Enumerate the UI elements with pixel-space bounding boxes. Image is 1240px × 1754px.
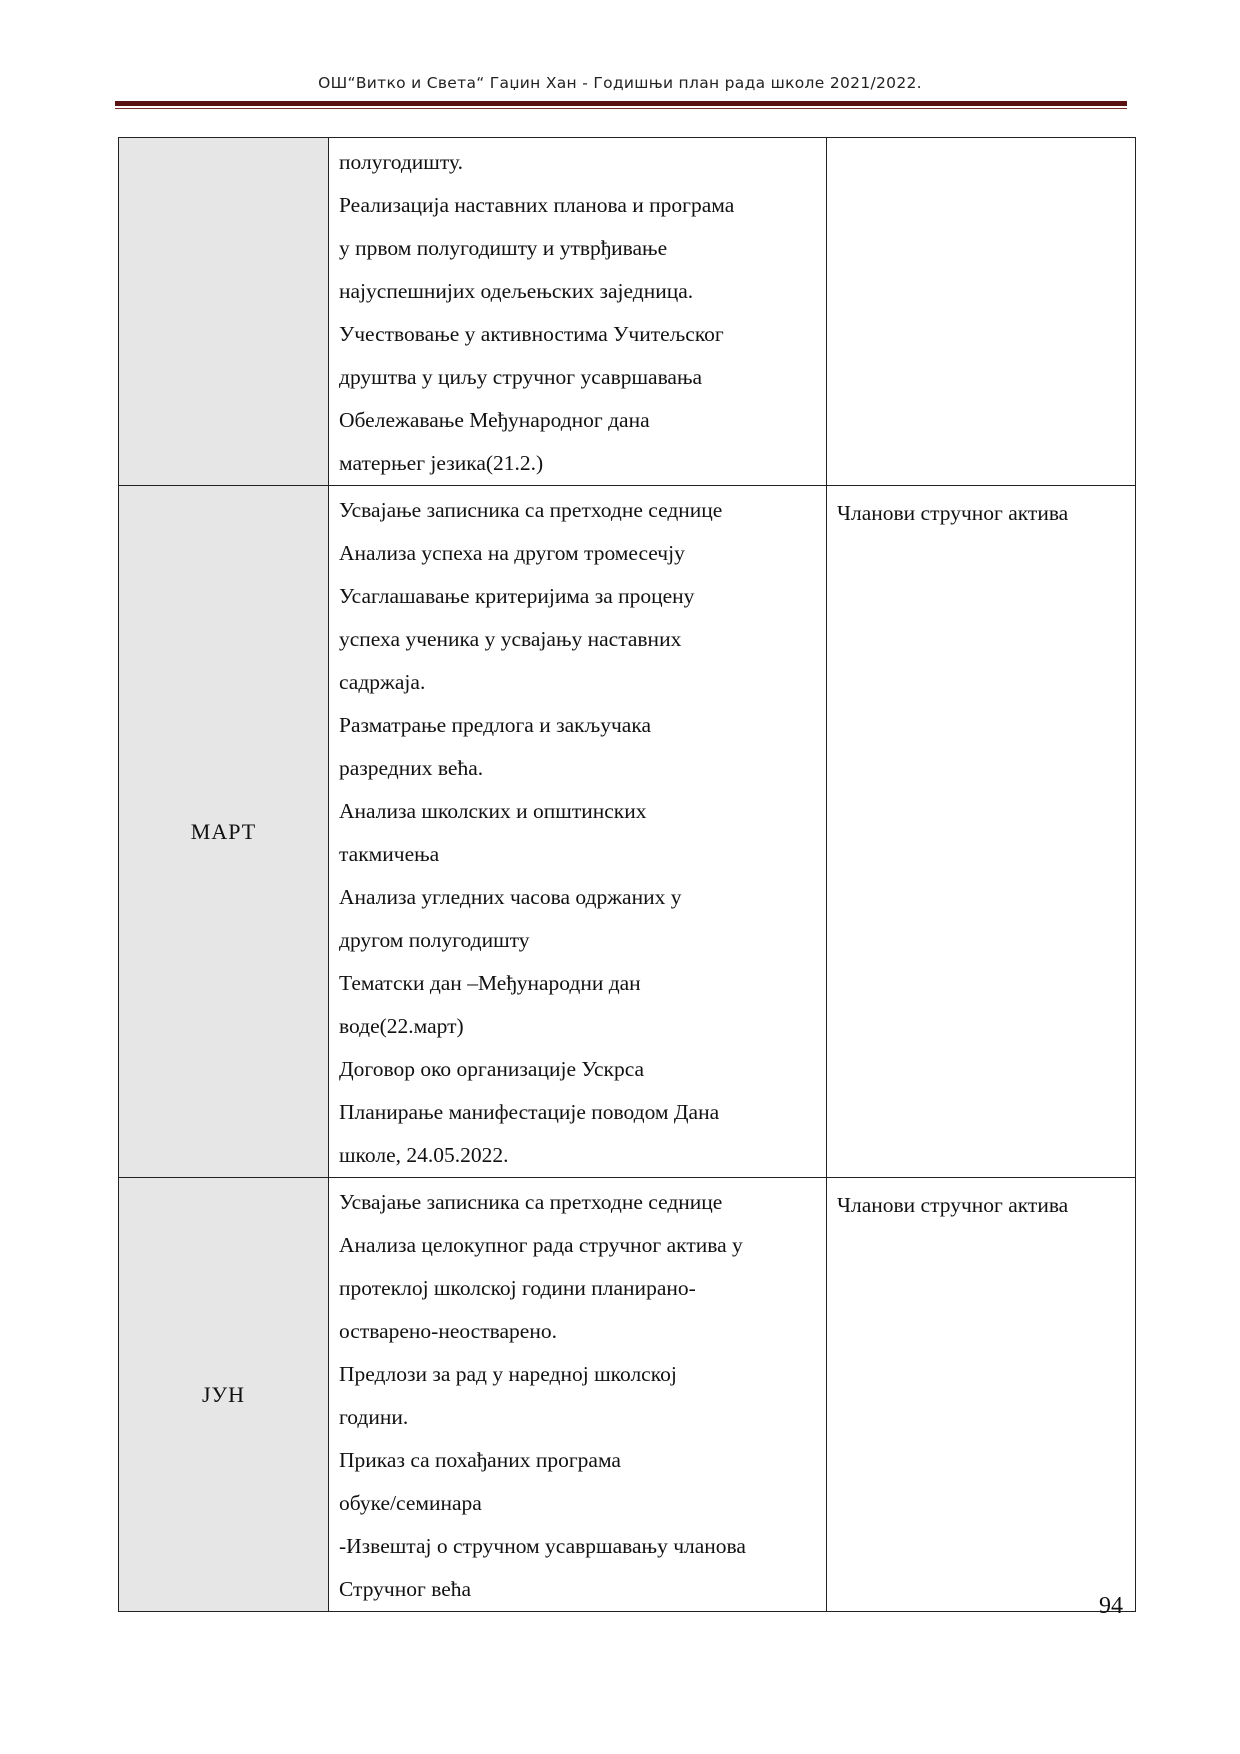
work-plan-table xyxy=(118,137,1136,1612)
header-rule-thick xyxy=(115,101,1127,106)
activity-line: матерњег језика(21.2.) xyxy=(339,451,544,475)
month-cell xyxy=(119,138,329,486)
activity-line: Планирање манифестације поводом Дана xyxy=(339,1100,720,1124)
work-plan-table-body xyxy=(119,138,1136,1612)
activity-line: Тематски дан –Међународни дан xyxy=(339,971,641,995)
activity-line: Усвајање записника са претходне седнице xyxy=(339,1190,723,1214)
activity-line: воде(22.март) xyxy=(339,1014,464,1038)
activity-line: Анализа школских и општинских xyxy=(339,799,647,823)
activity-line: Разматрање предлога и закључака xyxy=(339,713,651,737)
activity-line: Договор око организације Ускрса xyxy=(339,1057,645,1081)
running-header: ОШ“Витко и Света“ Гаџин Хан - Годишњи план рада школе 2021/2022. xyxy=(318,74,922,92)
activity-line: Усвајање записника са претходне седнице xyxy=(339,498,723,522)
activity-line: -Извештај о стручном усавршавању чланова xyxy=(339,1534,746,1558)
activity-line: Предлози за рад у наредној школској xyxy=(339,1362,677,1386)
header-rule-thin xyxy=(115,108,1127,109)
activity-line: у првом полугодишту и утврђивање xyxy=(339,236,668,260)
activity-line: такмичења xyxy=(339,842,440,866)
table-row xyxy=(119,486,1136,1178)
responsible-cell xyxy=(827,138,1136,486)
activity-line: Анализа угледних часова одржаних у xyxy=(339,885,682,909)
activities-cell xyxy=(329,486,827,1178)
table-row xyxy=(119,1178,1136,1612)
activity-line: школе, 24.05.2022. xyxy=(339,1143,509,1167)
activity-line: Учествовање у активностима Учитељског xyxy=(339,322,724,346)
month-cell: МАРТ xyxy=(119,486,329,1178)
activity-line: разредних већа. xyxy=(339,756,484,780)
activity-line: години. xyxy=(339,1405,409,1429)
activity-line: Анализа успеха на другом тромесечју xyxy=(339,541,685,565)
activity-line: Обележавање Међународног дана xyxy=(339,408,650,432)
table-row xyxy=(119,138,1136,486)
activity-line: најуспешнијих одељењских заједница. xyxy=(339,279,694,303)
activity-line: Стручног већа xyxy=(339,1577,472,1601)
activity-line: обуке/семинара xyxy=(339,1491,482,1515)
responsible-cell: Чланови стручног актива xyxy=(827,1178,1136,1612)
month-cell: ЈУН xyxy=(119,1178,329,1612)
activities-cell xyxy=(329,138,827,486)
responsible-cell: Чланови стручног актива xyxy=(827,486,1136,1178)
page-number: 94 xyxy=(1099,1593,1123,1619)
activities-cell xyxy=(329,1178,827,1612)
activity-line: Усаглашавање критеријима за процену xyxy=(339,584,695,608)
activity-line: друштва у циљу стручног усавршавања xyxy=(339,365,703,389)
activity-line: остварено-неостварено. xyxy=(339,1319,557,1343)
activity-line: Анализа целокупног рада стручног актива у xyxy=(339,1233,743,1257)
activity-line: протеклој школској години планирано- xyxy=(339,1276,696,1300)
activity-line: садржаја. xyxy=(339,670,426,694)
activity-line: Приказ са похађаних програма xyxy=(339,1448,621,1472)
activity-line: успеха ученика у усвајању наставних xyxy=(339,627,682,651)
activity-line: полугодишту. xyxy=(339,150,463,174)
activity-line: Реализација наставних планова и програма xyxy=(339,193,735,217)
activity-line: другом полугодишту xyxy=(339,928,530,952)
